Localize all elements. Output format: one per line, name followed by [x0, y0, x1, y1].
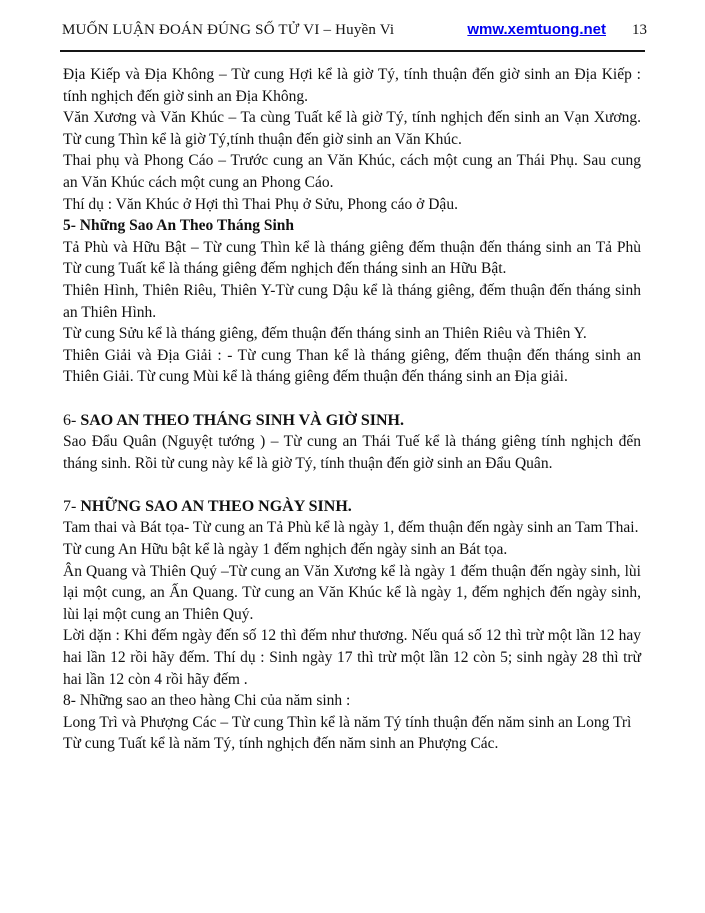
section-heading	[63, 410, 641, 432]
paragraph: Tam thai và Bát tọa- Từ cung an Tả Phù kể là ngày 1, đếm thuận đến ngày sinh an Tam Thai.	[63, 519, 639, 537]
website-link[interactable]: wmw.xemtuong.net	[467, 21, 606, 38]
heading-number: 6-	[63, 411, 81, 429]
section-heading: 5- Những Sao An Theo Tháng Sinh	[63, 217, 295, 235]
paragraph: Từ cung An Hữu bật kể là ngày 1 đếm nghịch đến ngày sinh an Bát tọa.	[63, 541, 508, 559]
paragraph: Văn Xương và Văn Khúc – Ta cùng Tuất kể là giờ Tý, tính nghịch đến sinh an Vạn Xương. Từ cung Thìn kể là giờ Tý,tính thuận đến giờ sinh an Văn Khúc.	[63, 109, 641, 148]
header-rule	[60, 50, 645, 52]
paragraph: Tả Phù và Hữu Bật – Từ cung Thìn kể là tháng giêng đếm thuận đến tháng sinh an Tả Phù Từ cung Tuất kể là tháng giêng đếm nghịch đến tháng sinh an Hữu Bật.	[63, 238, 641, 278]
paragraph: Thai phụ và Phong Cáo – Trước cung an Văn Khúc, cách một cung an Thái Phụ. Sau cung an Văn Khúc cách một cung an Phong Cáo.	[63, 152, 641, 191]
heading-number: 7-	[63, 497, 81, 515]
page-header	[0, 0, 705, 39]
paragraph: Từ cung Sửu kể là tháng giêng, đếm thuận đến tháng sinh an Thiên Riêu và Thiên Y.	[63, 325, 587, 343]
paragraph: Từ cung Tuất kể là năm Tý, tính nghịch đến năm sinh an Phượng Các.	[63, 735, 499, 753]
paragraph: Long Trì và Phượng Các – Từ cung Thìn kể là năm Tý tính thuận đến năm sinh an Long Trì	[63, 713, 632, 731]
heading-text: NHỮNG SAO AN THEO NGÀY SINH.	[80, 497, 352, 515]
paragraph: 8- Những sao an theo hàng Chi của năm sinh :	[63, 692, 351, 710]
paragraph: Thiên Giải và Địa Giải : - Từ cung Than kể là tháng giêng, đếm thuận đến tháng sinh an Thiên Giải. Từ cung Mùi kể là tháng giêng đếm thuận đến tháng sinh an Địa giải.	[63, 346, 641, 386]
paragraph: Sao Đẩu Quân (Nguyệt tướng ) – Từ cung an Thái Tuế kể là tháng giêng tính nghịch đến tháng sinh. Rồi từ cung này kể là giờ Tý, tính thuận đến giờ sinh an Đẩu Quân.	[63, 433, 641, 472]
section-heading	[63, 496, 641, 518]
page-number: 13	[632, 22, 647, 38]
document-body	[63, 64, 641, 755]
paragraph: Lời dặn : Khi đếm ngày đến số 12 thì đếm như thương. Nếu quá số 12 thì trừ một lần 12 hay hai lần 12 rồi hãy đếm. Thí dụ : Sinh ngày 17 thì trừ một lần 12 còn 5; sinh ngày 28 thì trừ hai lần 12 còn 4 rồi hãy đếm .	[63, 627, 641, 688]
paragraph: Thí dụ : Văn Khúc ở Hợi thì Thai Phụ ở Sửu, Phong cáo ở Dậu.	[63, 195, 458, 213]
paragraph: Thiên Hình, Thiên Riêu, Thiên Y-Từ cung Dậu kể là tháng giêng, đếm thuận đến tháng sinh an Thiên Hình.	[63, 281, 641, 321]
paragraph: Địa Kiếp và Địa Không – Từ cung Hợi kể là giờ Tý, tính thuận đến giờ sinh an Địa Kiếp : tính nghịch đến giờ sinh an Địa Không.	[63, 66, 641, 105]
book-title: MUỐN LUẬN ĐOÁN ĐÚNG SỐ TỬ VI – Huyền Vi	[62, 22, 395, 38]
heading-text: SAO AN THEO THÁNG SINH VÀ GIỜ SINH.	[80, 411, 404, 429]
paragraph: Ân Quang và Thiên Quý –Từ cung an Văn Xương kể là ngày 1 đếm thuận đến ngày sinh, lùi lại một cung, an Ấn Quang. Từ cung an Văn Khúc kể là ngày 1, đếm nghịch đến ngày sinh, lùi lại một cung an Thiên Quý.	[63, 562, 641, 623]
